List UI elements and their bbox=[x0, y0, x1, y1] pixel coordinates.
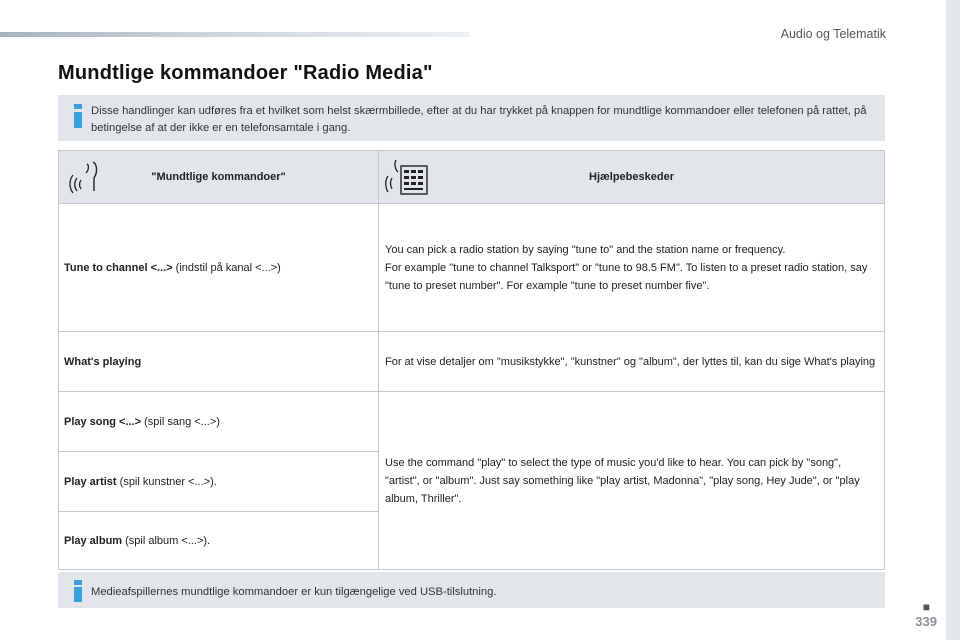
command-translation: (spil kunstner <...>). bbox=[116, 475, 217, 488]
command-cell bbox=[59, 392, 379, 452]
table-row bbox=[59, 204, 885, 332]
page-edge-strip bbox=[946, 0, 960, 640]
info-text-bottom: Medieafspillernes mundtlige kommandoer er kun tilgængelige ved USB-tilslutning. bbox=[91, 586, 497, 598]
command-name: What's playing bbox=[64, 355, 142, 368]
header-rule bbox=[0, 32, 470, 37]
info-icon bbox=[71, 104, 85, 128]
info-icon bbox=[71, 580, 85, 602]
help-line: You can pick a radio station by saying "tune to" and the station name or frequency. bbox=[385, 243, 786, 256]
table-row bbox=[59, 392, 885, 452]
page-number: 339 bbox=[915, 614, 937, 629]
command-name: Play song <...> bbox=[64, 415, 142, 428]
help-cell-merged bbox=[379, 392, 885, 570]
col-header-help-label: Hjælpebeskeder bbox=[589, 171, 674, 183]
col-header-commands-label: "Mundtlige kommandoer" bbox=[151, 171, 286, 183]
help-line: For at vise detaljer om "musikstykke", "kunstner" og "album", der lyttes til, kan du sige What's playing bbox=[385, 355, 876, 368]
command-translation: (indstil på kanal <...>) bbox=[172, 261, 281, 274]
command-name: Play album bbox=[64, 534, 123, 547]
voice-commands-table bbox=[58, 150, 885, 570]
table-row bbox=[59, 332, 885, 392]
command-cell bbox=[59, 452, 379, 512]
speech-hand-icon bbox=[67, 158, 101, 194]
section-label: Audio og Telematik bbox=[780, 27, 886, 41]
command-name: Tune to channel <...> bbox=[64, 261, 173, 274]
speech-keypad-icon bbox=[385, 156, 431, 196]
info-box-bottom bbox=[58, 572, 885, 608]
info-box-top bbox=[58, 95, 885, 141]
col-header-help bbox=[379, 151, 885, 204]
command-cell bbox=[59, 512, 379, 570]
help-line: For example "tune to channel Talksport" or "tune to 98.5 FM". To listen to a preset radio station, say "tune to preset number". For example "tune to preset number five". bbox=[385, 261, 868, 292]
command-translation: (spil sang <...>) bbox=[141, 415, 220, 428]
page-title: Mundtlige kommandoer "Radio Media" bbox=[58, 62, 433, 84]
page-marker: ■ bbox=[922, 600, 930, 614]
command-cell bbox=[59, 332, 379, 392]
help-cell bbox=[379, 204, 885, 332]
info-text-top: Disse handlinger kan udføres fra et hvilket som helst skærmbillede, efter at du har trykket på knappen for mundtlige kommandoer eller telefonen på rattet, på betingelse af at der ikke er en telefonsamtale i gang. bbox=[91, 105, 867, 134]
help-line: Use the command "play" to select the type of music you'd like to hear. You can pick by "song", "artist", or "album". Just say something like "play artist, Madonna", "play song, Hey Jude", or "play album, Thriller". bbox=[385, 456, 860, 505]
command-name: Play artist bbox=[64, 475, 117, 488]
command-cell bbox=[59, 204, 379, 332]
help-cell bbox=[379, 332, 885, 392]
table-header-row bbox=[59, 151, 885, 204]
command-translation: (spil album <...>). bbox=[122, 534, 211, 547]
col-header-commands bbox=[59, 151, 379, 204]
